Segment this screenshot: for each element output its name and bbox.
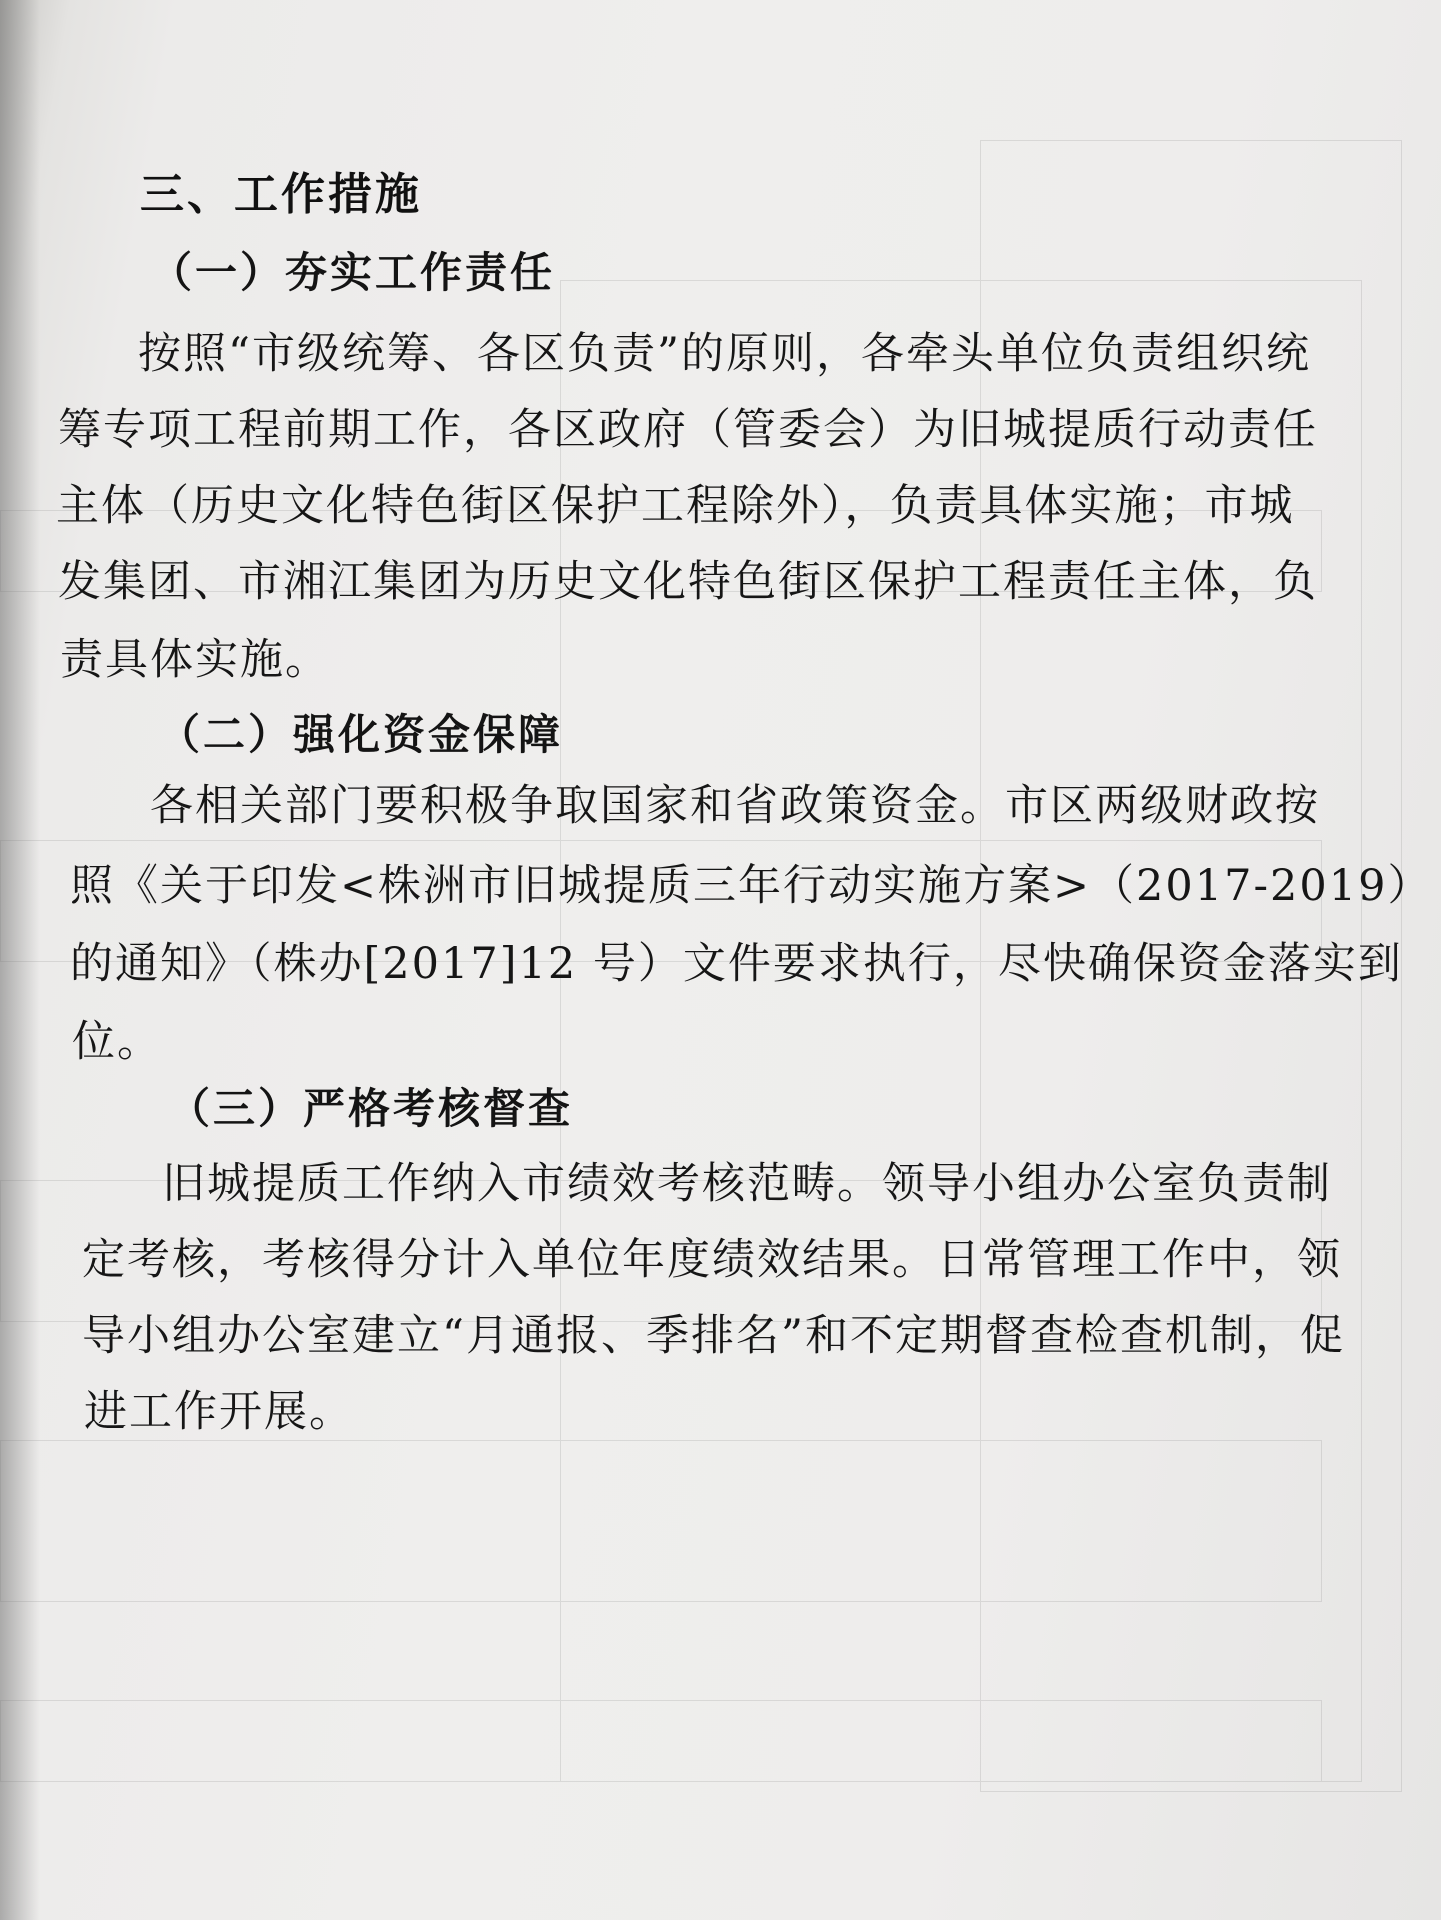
paragraph-line: 的通知》（株办[2017]12 号）文件要求执行，尽快确保资金落实到 <box>70 939 1403 989</box>
paragraph-line: 进工作开展。 <box>84 1387 354 1437</box>
paragraph-line: 发集团、市湘江集团为历史文化特色街区保护工程责任主体，负 <box>58 557 1318 607</box>
paragraph-line: 责具体实施。 <box>60 635 330 685</box>
subsection-title-3: （三）严格考核督查 <box>168 1084 574 1133</box>
paragraph-line: 定考核，考核得分计入单位年度绩效结果。日常管理工作中，领 <box>82 1235 1342 1285</box>
paragraph-line: 筹专项工程前期工作，各区政府（管委会）为旧城提质行动责任 <box>58 405 1318 455</box>
paragraph-line: 主体（历史文化特色街区保护工程除外），负责具体实施；市城 <box>56 481 1295 531</box>
subsection-title-2: （二）强化资金保障 <box>158 710 564 759</box>
paragraph-line: 位。 <box>72 1017 162 1067</box>
paragraph-line: 照《关于印发<株洲市旧城提质三年行动实施方案>（2017-2019） <box>70 861 1433 911</box>
section-title: 三、工作措施 <box>140 169 422 220</box>
paragraph-line: 导小组办公室建立“月通报、季排名”和不定期督查检查机制，促 <box>82 1311 1345 1361</box>
paragraph-line: 按照“市级统筹、各区负责”的原则，各牵头单位负责组织统 <box>138 329 1311 379</box>
paragraph-line: 各相关部门要积极争取国家和省政策资金。市区两级财政按 <box>150 781 1320 831</box>
subsection-title-1: （一）夯实工作责任 <box>150 248 556 297</box>
paragraph-line: 旧城提质工作纳入市绩效考核范畴。领导小组办公室负责制 <box>162 1159 1332 1209</box>
